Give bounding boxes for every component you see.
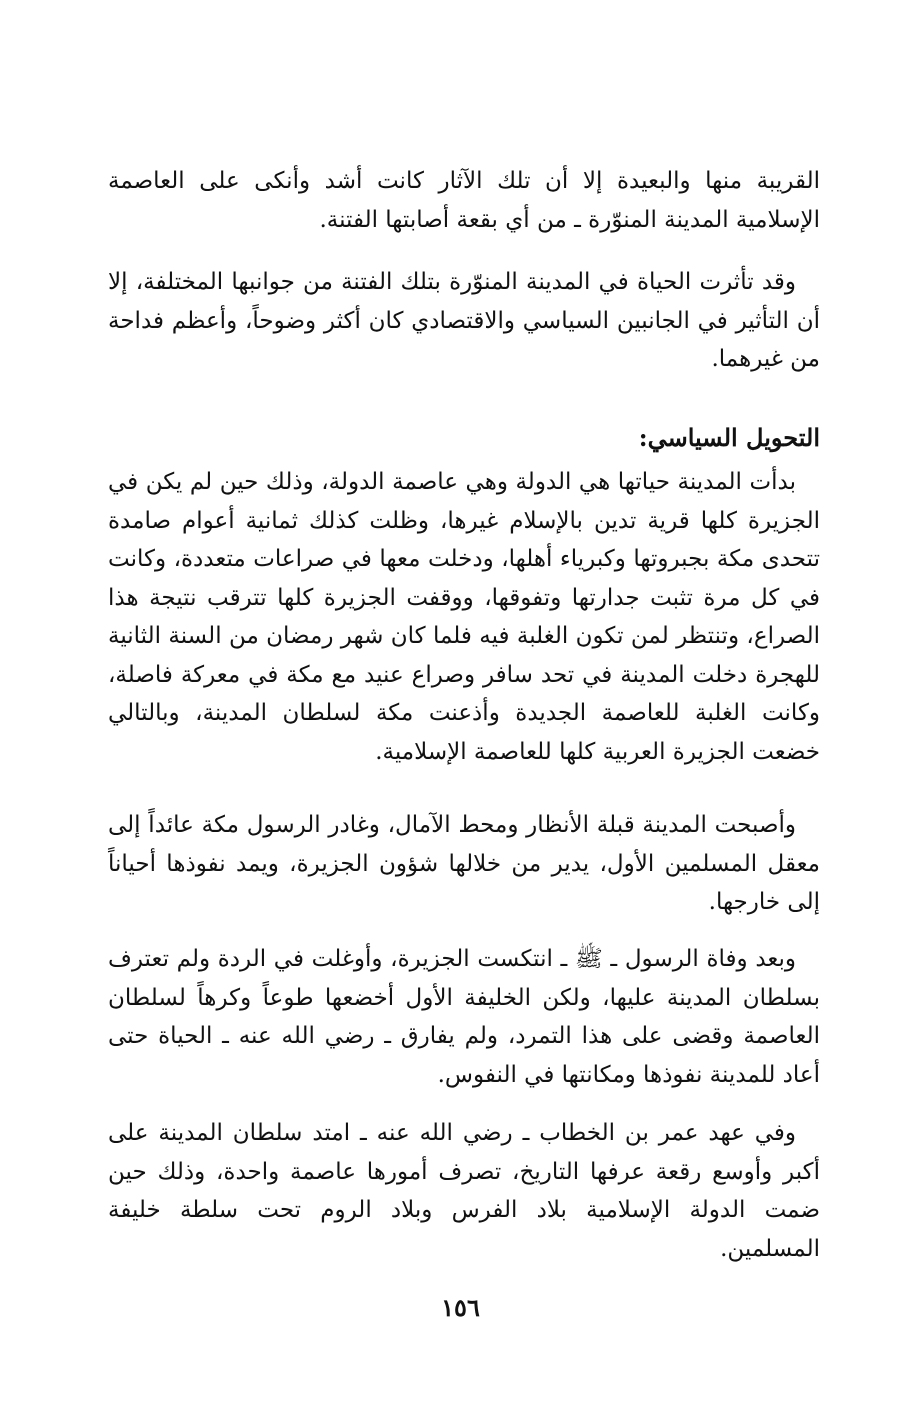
paragraph-umar-era: وفي عهد عمر بن الخطاب ـ رضي الله عنه ـ امتد سلطان المدينة على أكبر وأوسع رقعة عرفها التاريخ، تصرف أمورها عاصمة واحدة، وذلك حين ضمت الدولة الإسلامية بلاد الفرس وبلاد الروم تحت سلطة خليفة المسلمين.	[108, 1120, 820, 1262]
paragraph-medina-focus: وأصبحت المدينة قبلة الأنظار ومحط الآمال، وغادر الرسول مكة عائداً إلى معقل المسلمين الأول، يدير من خلالها شؤون الجزيرة، ويمد نفوذها أحياناً إلى خارجها.	[108, 812, 820, 915]
section-heading: التحويل السياسي:	[638, 423, 820, 452]
page-number: ١٥٦	[441, 1293, 480, 1322]
paragraph-after-prophet: وبعد وفاة الرسول ـ ﷺ ـ انتكست الجزيرة، وأوغلت في الردة ولم تعترف بسلطان المدينة عليها، ولكن الخليفة الأول أخضعها طوعاً وكرهاً لسلطان العاصمة وقضى على هذا التمرد، ولم يفارق ـ رضي الله عنه ـ الحياة حتى أعاد للمدينة نفوذها ومكانتها في النفوس.	[108, 946, 820, 1088]
paragraph-intro-continuation: القريبة منها والبعيدة إلا أن تلك الآثار كانت أشد وأنكى على العاصمة الإسلامية المدينة المنوّرة ـ من أي بقعة أصابتها الفتنة.	[108, 168, 820, 233]
paragraph-impact: وقد تأثرت الحياة في المدينة المنوّرة بتلك الفتنة من جوانبها المختلفة، إلا أن التأثير في الجانبين السياسي والاقتصادي كان أكثر وضوحاً، وأعظم فداحة من غيرهما.	[108, 269, 820, 372]
paragraph-political-history: بدأت المدينة حياتها هي الدولة وهي عاصمة الدولة، وذلك حين لم يكن في الجزيرة كلها قرية تدين بالإسلام غيرها، وظلت كذلك ثمانية أعوام صامدة تتحدى مكة بجبروتها وكبرياء أهلها، ودخلت معها في صراعات متعددة، وكانت في كل مرة تثبت جدارتها وتفوقها، ووقفت الجزيرة كلها تترقب نتيجة هذا الصراع، وتنتظر لمن تكون الغلبة فيه فلما كان شهر رمضان من السنة الثانية للهجرة دخلت المدينة في تحد سافر وصراع عنيد مع مكة في معركة فاصلة، وكانت الغلبة للعاصمة الجديدة وأذعنت مكة لسلطان المدينة، وبالتالي خضعت الجزيرة العربية كلها للعاصمة الإسلامية.	[108, 469, 820, 765]
